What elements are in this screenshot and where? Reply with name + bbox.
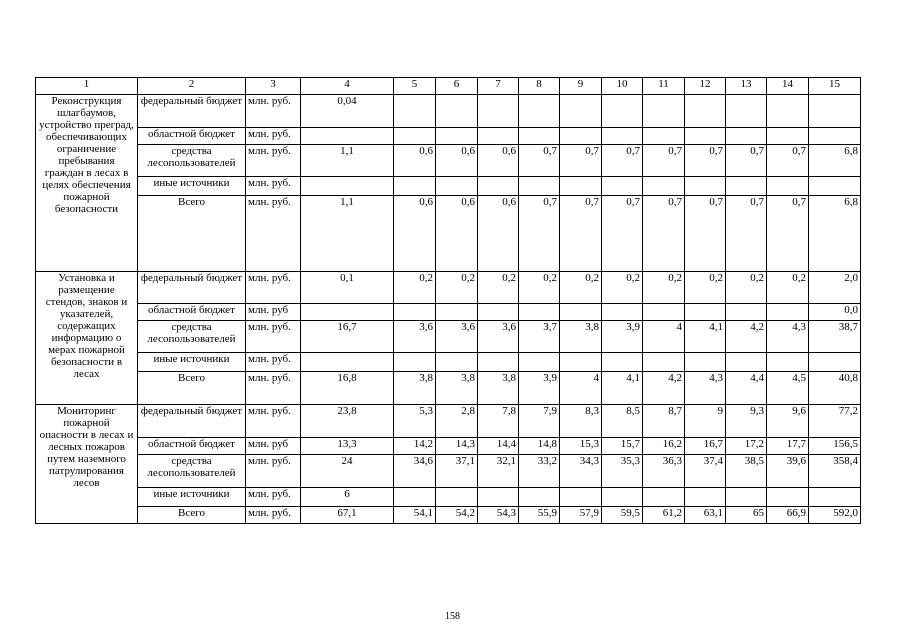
year-value: 40,8	[809, 372, 861, 405]
year-value	[478, 177, 519, 196]
year-value: 38,7	[809, 321, 861, 353]
total-value	[301, 177, 394, 196]
year-value: 7,9	[519, 405, 560, 438]
year-value: 55,9	[519, 507, 560, 524]
funding-source: Всего	[138, 372, 246, 405]
year-value: 4,3	[685, 372, 726, 405]
table-row	[36, 488, 861, 507]
table-row	[36, 272, 861, 304]
year-value: 16,7	[685, 438, 726, 455]
year-value: 0,2	[519, 272, 560, 304]
table-row	[36, 438, 861, 455]
year-value: 4,1	[685, 321, 726, 353]
col-header: 3	[246, 78, 301, 95]
year-value: 0,7	[560, 145, 602, 177]
year-value: 39,6	[767, 455, 809, 488]
col-header: 5	[394, 78, 436, 95]
year-value	[726, 177, 767, 196]
year-value	[685, 177, 726, 196]
unit: млн. руб.	[246, 507, 301, 524]
unit: млн. руб.	[246, 372, 301, 405]
year-value	[767, 95, 809, 128]
year-value	[394, 128, 436, 145]
total-value: 16,8	[301, 372, 394, 405]
year-value: 14,8	[519, 438, 560, 455]
total-value: 1,1	[301, 196, 394, 272]
year-value: 4,1	[602, 372, 643, 405]
col-header: 6	[436, 78, 478, 95]
year-value: 2,8	[436, 405, 478, 438]
year-value: 9,6	[767, 405, 809, 438]
year-value	[602, 95, 643, 128]
year-value	[436, 353, 478, 372]
year-value: 57,9	[560, 507, 602, 524]
year-value: 0,2	[478, 272, 519, 304]
year-value: 0,7	[767, 196, 809, 272]
year-value	[809, 488, 861, 507]
year-value: 77,2	[809, 405, 861, 438]
table-row	[36, 353, 861, 372]
year-value: 8,7	[643, 405, 685, 438]
col-header: 15	[809, 78, 861, 95]
total-value: 16,7	[301, 321, 394, 353]
year-value: 0,2	[685, 272, 726, 304]
year-value: 0,2	[436, 272, 478, 304]
total-value: 1,1	[301, 145, 394, 177]
col-header: 2	[138, 78, 246, 95]
year-value: 3,8	[436, 372, 478, 405]
year-value: 37,4	[685, 455, 726, 488]
total-value: 23,8	[301, 405, 394, 438]
funding-source: Всего	[138, 196, 246, 272]
year-value: 4	[643, 321, 685, 353]
funding-source: областной бюджет	[138, 304, 246, 321]
year-value: 4,2	[643, 372, 685, 405]
year-value: 0,7	[685, 145, 726, 177]
year-value	[602, 177, 643, 196]
year-value: 34,6	[394, 455, 436, 488]
year-value	[560, 95, 602, 128]
year-value: 14,3	[436, 438, 478, 455]
year-value	[767, 177, 809, 196]
year-value: 2,0	[809, 272, 861, 304]
total-value: 0,1	[301, 272, 394, 304]
budget-table	[35, 77, 861, 524]
funding-source: средства лесопользователей	[138, 321, 246, 353]
year-value: 3,8	[560, 321, 602, 353]
col-header: 4	[301, 78, 394, 95]
year-value: 32,1	[478, 455, 519, 488]
total-value: 13,3	[301, 438, 394, 455]
year-value: 0,7	[602, 196, 643, 272]
unit: млн. руб.	[246, 95, 301, 128]
funding-source: иные источники	[138, 488, 246, 507]
funding-source: федеральный бюджет	[138, 272, 246, 304]
unit: млн. руб.	[246, 145, 301, 177]
year-value: 3,6	[394, 321, 436, 353]
year-value	[726, 488, 767, 507]
year-value: 156,5	[809, 438, 861, 455]
year-value: 34,3	[560, 455, 602, 488]
year-value: 0,2	[602, 272, 643, 304]
year-value: 358,4	[809, 455, 861, 488]
year-value: 65	[726, 507, 767, 524]
year-value	[685, 488, 726, 507]
year-value	[436, 488, 478, 507]
table-row	[36, 128, 861, 145]
total-value: 0,04	[301, 95, 394, 128]
unit: млн. руб.	[246, 177, 301, 196]
year-value: 0,2	[767, 272, 809, 304]
year-value: 0,0	[809, 304, 861, 321]
year-value	[519, 353, 560, 372]
measure-name: Мониторинг пожарной опасности в лесах и лесных пожаров путем наземного патрулирования лесов	[36, 405, 138, 524]
year-value	[394, 353, 436, 372]
year-value: 54,2	[436, 507, 478, 524]
year-value: 54,3	[478, 507, 519, 524]
year-value: 4	[560, 372, 602, 405]
year-value	[519, 488, 560, 507]
year-value	[602, 353, 643, 372]
year-value	[685, 304, 726, 321]
year-value	[726, 304, 767, 321]
year-value: 0,6	[436, 145, 478, 177]
col-header: 8	[519, 78, 560, 95]
year-value: 15,7	[602, 438, 643, 455]
year-value: 0,6	[478, 145, 519, 177]
year-value	[726, 353, 767, 372]
year-value	[685, 128, 726, 145]
year-value	[560, 304, 602, 321]
table-row	[36, 455, 861, 488]
year-value: 6,8	[809, 196, 861, 272]
year-value: 4,3	[767, 321, 809, 353]
funding-source: областной бюджет	[138, 128, 246, 145]
year-value	[643, 95, 685, 128]
col-header: 1	[36, 78, 138, 95]
year-value: 8,3	[560, 405, 602, 438]
header-row	[36, 78, 861, 95]
year-value	[478, 304, 519, 321]
total-value: 6	[301, 488, 394, 507]
funding-source: областной бюджет	[138, 438, 246, 455]
total-value	[301, 128, 394, 145]
year-value	[478, 95, 519, 128]
total-value: 24	[301, 455, 394, 488]
year-value: 0,6	[394, 145, 436, 177]
page-number: 158	[445, 611, 460, 622]
year-value: 0,7	[519, 196, 560, 272]
unit: млн. руб.	[246, 455, 301, 488]
year-value	[560, 488, 602, 507]
year-value: 17,2	[726, 438, 767, 455]
unit: млн. руб.	[246, 272, 301, 304]
year-value: 3,7	[519, 321, 560, 353]
year-value: 0,2	[394, 272, 436, 304]
year-value: 0,6	[436, 196, 478, 272]
year-value: 59,5	[602, 507, 643, 524]
unit: млн. руб.	[246, 405, 301, 438]
year-value: 61,2	[643, 507, 685, 524]
year-value: 54,1	[394, 507, 436, 524]
year-value	[643, 353, 685, 372]
unit: млн. руб.	[246, 488, 301, 507]
unit: млн. руб	[246, 438, 301, 455]
year-value	[602, 304, 643, 321]
year-value: 592,0	[809, 507, 861, 524]
year-value: 3,6	[436, 321, 478, 353]
year-value: 9,3	[726, 405, 767, 438]
col-header: 14	[767, 78, 809, 95]
table-row	[36, 145, 861, 177]
total-value: 67,1	[301, 507, 394, 524]
year-value: 35,3	[602, 455, 643, 488]
year-value	[519, 128, 560, 145]
year-value	[602, 488, 643, 507]
table-row	[36, 95, 861, 128]
year-value	[436, 128, 478, 145]
year-value	[726, 95, 767, 128]
measure-name: Реконструкция шлагбаумов, устройство преград, обеспечивающих ограничение пребывания граждан в лесах в целях обеспечения пожарной безопасности	[36, 95, 138, 272]
col-header: 7	[478, 78, 519, 95]
funding-source: Всего	[138, 507, 246, 524]
year-value: 16,2	[643, 438, 685, 455]
year-value	[394, 304, 436, 321]
year-value	[519, 304, 560, 321]
year-value	[809, 128, 861, 145]
table-row	[36, 507, 861, 524]
funding-source: иные источники	[138, 177, 246, 196]
table-row	[36, 372, 861, 405]
year-value	[519, 177, 560, 196]
year-value	[436, 95, 478, 128]
year-value: 38,5	[726, 455, 767, 488]
unit: млн. руб.	[246, 196, 301, 272]
year-value: 6,8	[809, 145, 861, 177]
year-value: 0,7	[560, 196, 602, 272]
table-row	[36, 196, 861, 272]
table-row	[36, 321, 861, 353]
year-value	[685, 353, 726, 372]
year-value	[643, 304, 685, 321]
year-value: 0,2	[560, 272, 602, 304]
year-value	[809, 95, 861, 128]
year-value: 0,7	[519, 145, 560, 177]
year-value: 15,3	[560, 438, 602, 455]
year-value: 66,9	[767, 507, 809, 524]
unit: млн. руб.	[246, 321, 301, 353]
year-value: 0,7	[643, 145, 685, 177]
year-value: 0,7	[767, 145, 809, 177]
year-value: 5,3	[394, 405, 436, 438]
col-header: 9	[560, 78, 602, 95]
year-value: 0,6	[478, 196, 519, 272]
col-header: 11	[643, 78, 685, 95]
year-value: 8,5	[602, 405, 643, 438]
year-value: 0,7	[643, 196, 685, 272]
year-value	[394, 177, 436, 196]
year-value	[478, 128, 519, 145]
year-value: 0,7	[726, 145, 767, 177]
year-value: 4,4	[726, 372, 767, 405]
year-value: 3,9	[602, 321, 643, 353]
year-value	[643, 488, 685, 507]
year-value	[767, 488, 809, 507]
total-value	[301, 353, 394, 372]
year-value: 14,2	[394, 438, 436, 455]
funding-source: средства лесопользователей	[138, 455, 246, 488]
year-value	[809, 353, 861, 372]
year-value: 3,9	[519, 372, 560, 405]
year-value: 0,7	[685, 196, 726, 272]
year-value	[436, 304, 478, 321]
year-value	[560, 177, 602, 196]
col-header: 12	[685, 78, 726, 95]
year-value: 0,2	[726, 272, 767, 304]
year-value: 36,3	[643, 455, 685, 488]
year-value	[643, 177, 685, 196]
year-value: 37,1	[436, 455, 478, 488]
year-value: 7,8	[478, 405, 519, 438]
table-row	[36, 405, 861, 438]
year-value	[767, 304, 809, 321]
year-value	[519, 95, 560, 128]
year-value: 3,8	[394, 372, 436, 405]
year-value	[767, 128, 809, 145]
year-value: 4,2	[726, 321, 767, 353]
year-value	[478, 488, 519, 507]
funding-source: средства лесопользователей	[138, 145, 246, 177]
year-value: 0,2	[643, 272, 685, 304]
year-value: 0,7	[726, 196, 767, 272]
funding-source: иные источники	[138, 353, 246, 372]
unit: млн. руб	[246, 304, 301, 321]
funding-source: федеральный бюджет	[138, 405, 246, 438]
year-value	[643, 128, 685, 145]
measure-name: Установка и размещение стендов, знаков и указателей, содержащих информацию о мерах пожарной безопасности в лесах	[36, 272, 138, 405]
funding-source: федеральный бюджет	[138, 95, 246, 128]
year-value: 0,6	[394, 196, 436, 272]
year-value: 3,8	[478, 372, 519, 405]
year-value	[436, 177, 478, 196]
year-value	[560, 128, 602, 145]
year-value	[394, 488, 436, 507]
year-value	[394, 95, 436, 128]
total-value	[301, 304, 394, 321]
year-value	[478, 353, 519, 372]
year-value	[685, 95, 726, 128]
year-value: 14,4	[478, 438, 519, 455]
year-value	[602, 128, 643, 145]
year-value: 17,7	[767, 438, 809, 455]
year-value	[767, 353, 809, 372]
year-value: 63,1	[685, 507, 726, 524]
year-value: 9	[685, 405, 726, 438]
year-value: 4,5	[767, 372, 809, 405]
table-row	[36, 177, 861, 196]
year-value: 3,6	[478, 321, 519, 353]
unit: млн. руб.	[246, 353, 301, 372]
col-header: 13	[726, 78, 767, 95]
year-value: 0,7	[602, 145, 643, 177]
year-value	[560, 353, 602, 372]
unit: млн. руб.	[246, 128, 301, 145]
col-header: 10	[602, 78, 643, 95]
year-value	[809, 177, 861, 196]
table-row	[36, 304, 861, 321]
year-value: 33,2	[519, 455, 560, 488]
year-value	[726, 128, 767, 145]
